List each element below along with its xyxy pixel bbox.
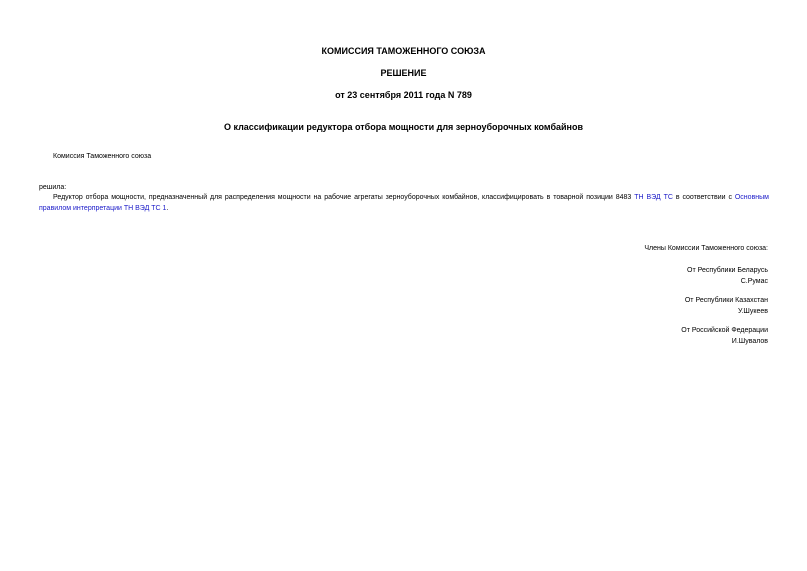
paragraph-text-2: в соответствии с xyxy=(672,194,735,201)
decision-paragraph xyxy=(39,192,769,214)
member-name-russia: И.Шувалов xyxy=(731,338,768,345)
paragraph-text-3: . xyxy=(166,205,169,212)
decided-label: решила: xyxy=(39,184,67,191)
tn-ved-link[interactable]: ТН ВЭД ТС xyxy=(634,194,673,201)
doc-type: РЕШЕНИЕ xyxy=(380,68,427,78)
interpretation-rule-link[interactable]: Основным правилом интерпретации ТН ВЭД ТС 1 xyxy=(39,194,769,212)
member-country-kazakhstan: От Республики Казахстан xyxy=(684,297,768,304)
member-country-belarus: От Республики Беларусь xyxy=(687,267,768,274)
member-name-kazakhstan: У.Шукеев xyxy=(737,308,768,315)
member-country-russia: От Российской Федерации xyxy=(681,327,768,334)
signatures-heading: Члены Комиссии Таможенного союза: xyxy=(644,245,768,252)
paragraph-text-1: Редуктор отбора мощности, предназначенный для распределения мощности на рабочие агрегаты зерноуборочных комбайнов, классифицировать в товарной позиции 8483 xyxy=(53,194,635,201)
org-title: КОМИССИЯ ТАМОЖЕННОГО СОЮЗА xyxy=(321,46,486,56)
doc-date-number: от 23 сентября 2011 года N 789 xyxy=(335,90,472,100)
doc-title: О классификации редуктора отбора мощности для зерноуборочных комбайнов xyxy=(223,122,584,132)
issuer-line: Комиссия Таможенного союза xyxy=(53,153,152,160)
member-name-belarus: С.Румас xyxy=(740,278,768,285)
